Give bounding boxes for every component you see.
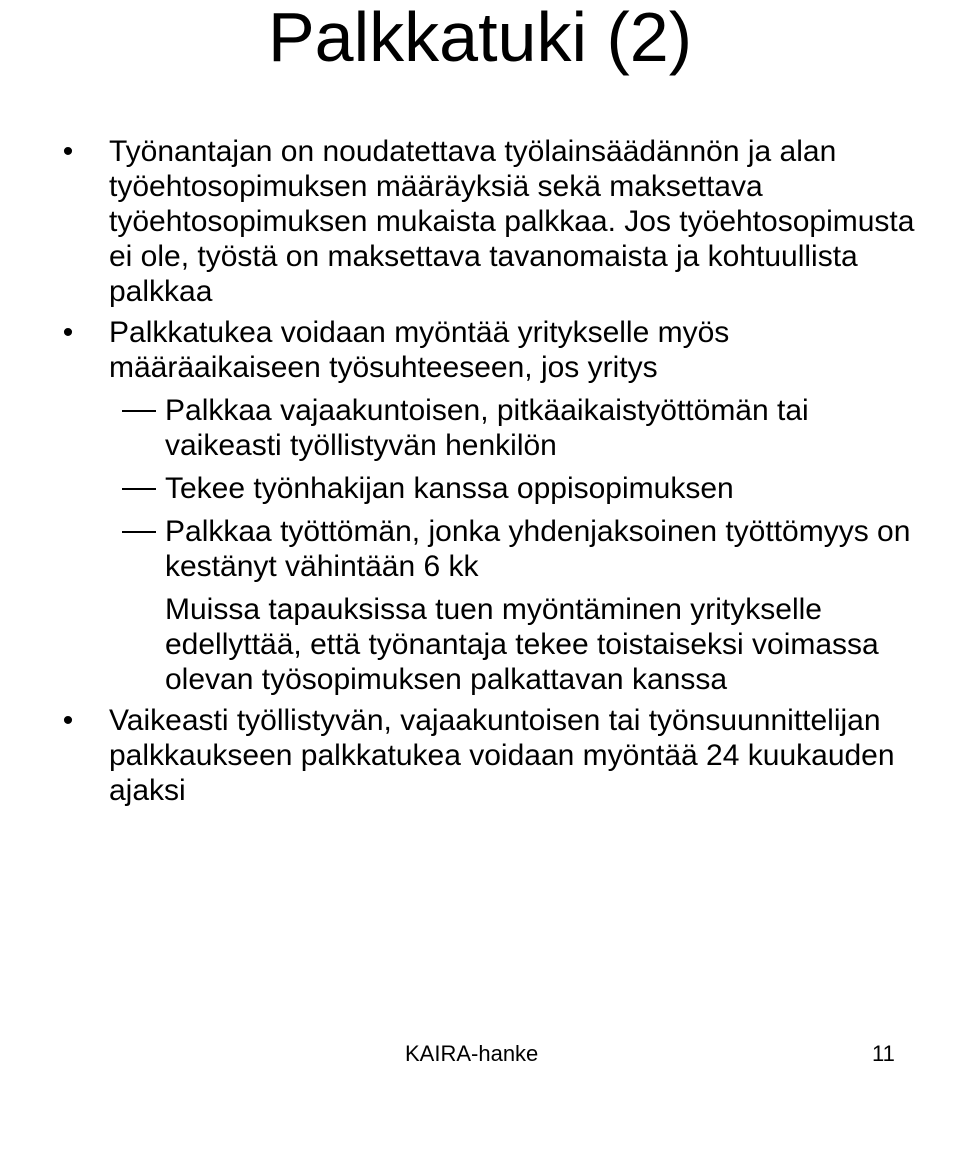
sub-bullet-continuation (0, 592, 960, 697)
bullet-item (0, 134, 960, 309)
bullet-text: Vaikeasti työllistyvän, vajaakuntoisen tai työnsuunnittelijan palkkaukseen palkkatukea voidaan myöntää 24 kuukauden ajaksi (109, 704, 895, 807)
bullet-icon: • (62, 135, 74, 168)
sub-bullet-item (0, 393, 960, 463)
bullet-item (0, 703, 960, 808)
page-number: 11 (872, 1041, 895, 1066)
bullet-icon: • (62, 704, 74, 737)
sub-bullet-text: Tekee työnhakijan kanssa oppisopimuksen (165, 472, 734, 505)
bullet-icon: • (62, 316, 74, 349)
continuation-text: Muissa tapauksissa tuen myöntäminen yritykselle edellyttää, että työnantaja tekee toistaiseksi voimassa olevan työsopimuksen palkattavan kanssa (165, 593, 879, 696)
footer-label: KAIRA-hanke (405, 1041, 539, 1066)
slide-title: Palkkatuki (2) (267, 0, 693, 76)
dash-icon (122, 531, 156, 533)
dash-icon (122, 410, 156, 412)
bullet-item (0, 315, 960, 385)
sub-bullet-item (0, 471, 960, 506)
sub-bullet-text: Palkkaa vajaakuntoisen, pitkäaikaistyöttömän tai vaikeasti työllistyvän henkilön (165, 394, 809, 462)
bullet-text: Palkkatukea voidaan myöntää yritykselle myös määräaikaiseen työsuhteeseen, jos yritys (109, 316, 730, 384)
sub-bullet-text: Palkkaa työttömän, jonka yhdenjaksoinen työttömyys on kestänyt vähintään 6 kk (165, 515, 911, 583)
dash-icon (122, 488, 156, 490)
bullet-text: Työnantajan on noudatettava työlainsäädännön ja alan työehtosopimuksen määräyksiä sekä maksettava työehtosopimuksen mukaista palkkaa. Jos työehtosopimusta ei ole, työstä on maksettava tavanomaista ja kohtuullista palkkaa (109, 135, 915, 308)
sub-bullet-item (0, 514, 960, 584)
slide-content (0, 134, 960, 808)
